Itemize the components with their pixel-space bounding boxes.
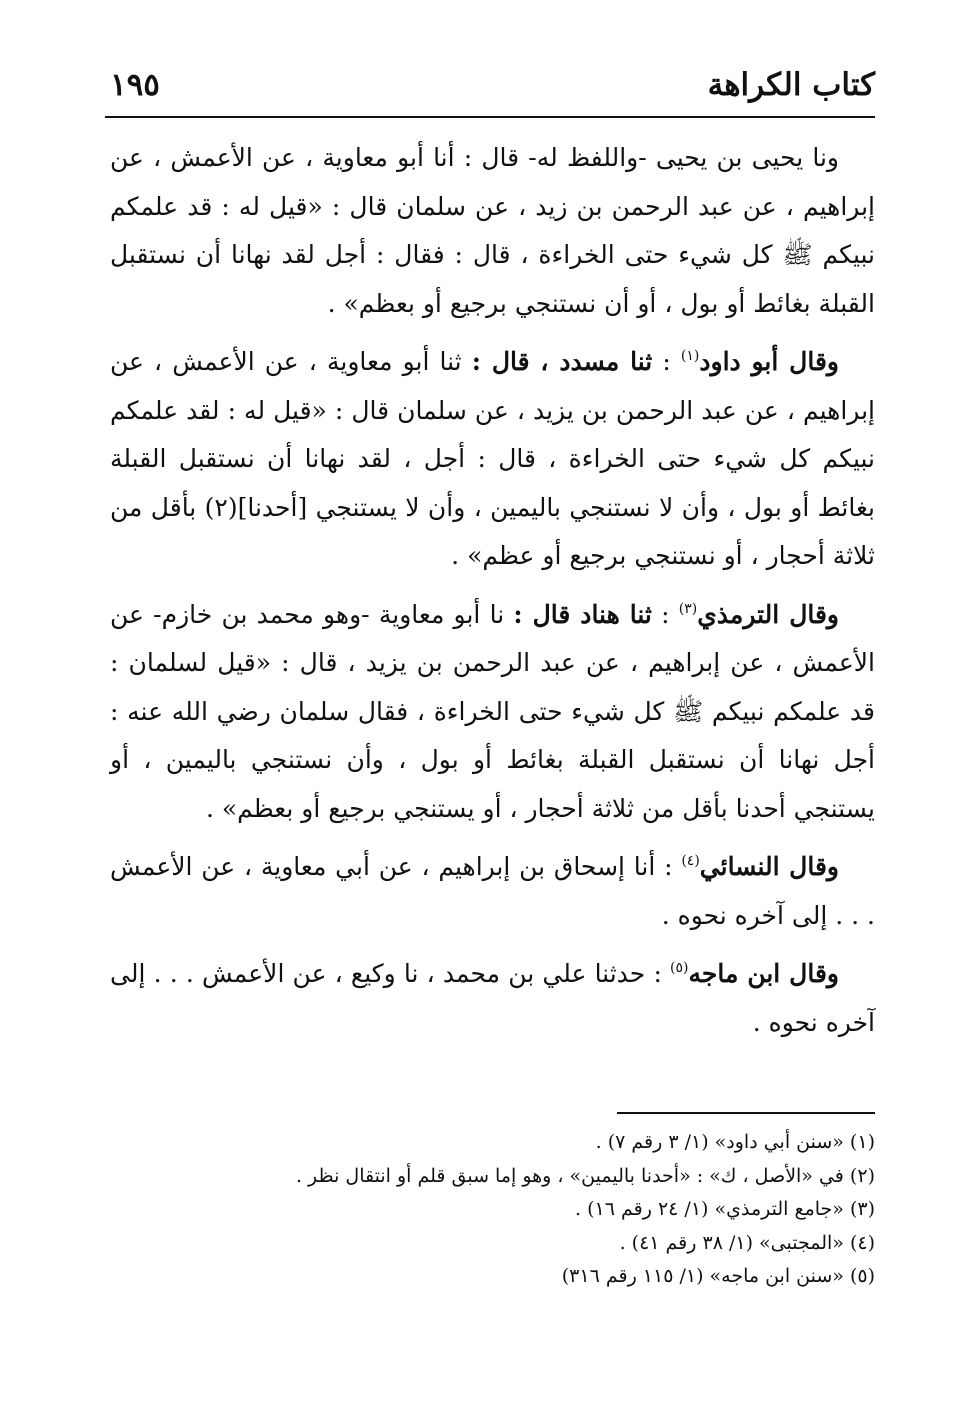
footnotes — [110, 1126, 875, 1294]
paragraph — [110, 338, 875, 581]
paragraph-text: نا أبو معاوية -وهو محمد بن خازم- عن الأعمش ، عن إبراهيم ، عن عبد الرحمن بن يزيد ، قال : «قيل لسلمان : قد علمكم نبيكم ﷺ كل شيء حتى الخراءة ، فقال سلمان رضي الله عنه : أجل نهانا أن نستقبل القبلة بغائط أو بول ، وأن نستنجي باليمين ، أو يستنجي أحدنا بأقل من ثلاثة أحجار ، أو يستنجي برجيع أو بعظم» . — [110, 599, 875, 823]
footnote: (٣) «جامع الترمذي» (١/ ٢٤ رقم ١٦) . — [575, 1198, 875, 1220]
footnote-ref: (٥) — [670, 960, 689, 976]
paragraph-text: حدثنا علي بن محمد ، نا وكيع ، عن الأعمش . . . إلى آخره نحوه . — [110, 959, 875, 1037]
separator: : — [652, 347, 681, 376]
footnote: (١) «سنن أبي داود» (١/ ٣ رقم ٧) . — [595, 1131, 875, 1153]
footnote-ref: (١) — [680, 348, 700, 364]
paragraph — [110, 134, 875, 328]
main-text — [110, 134, 875, 1057]
paragraph-bold-chain: ثنا هناد قال : — [513, 599, 652, 629]
footnote: (٢) في «الأصل ، ك» : «أحدنا باليمين» ، وهو إما سبق قلم أو انتقال نظر . — [295, 1164, 875, 1187]
footnote: (٥) «سنن ابن ماجه» (١/ ١١٥ رقم ٣١٦) — [561, 1265, 875, 1287]
separator: : — [645, 959, 671, 988]
footnote-ref: (٤) — [681, 853, 700, 869]
paragraph-text: أنا إسحاق بن إبراهيم ، عن أبي معاوية ، عن الأعمش . . . إلى آخره نحوه . — [110, 852, 875, 930]
paragraph — [110, 843, 875, 940]
header-divider — [105, 116, 875, 118]
paragraph-lead: وقال ابن ماجه — [688, 959, 839, 988]
paragraph — [110, 591, 875, 834]
paragraph — [110, 950, 875, 1047]
separator: : — [655, 852, 682, 881]
paragraph-bold-chain: ثنا مسدد ، قال : — [471, 347, 653, 376]
paragraph-text: ثنا أبو معاوية ، عن الأعمش ، عن إبراهيم ، عن عبد الرحمن بن يزيد ، عن سلمان قال : «قيل له : لقد علمكم نبيكم كل شيء حتى الخراءة ، قال : أجل ، لقد نهانا أن نستقبل القبلة بغائط أو بول ، وأن لا نستنجي باليمين ، وأن لا يستنجي [أحدنا](٢) بأقل من ثلاثة أحجار ، أو نستنجي برجيع أو عظم» . — [110, 347, 875, 570]
paragraph-lead: وقال الترمذي — [697, 599, 839, 629]
page-header — [110, 60, 875, 110]
footnote: (٤) «المجتبى» (١/ ٣٨ رقم ٤١) . — [619, 1231, 875, 1254]
footnote-ref: (٣) — [678, 600, 698, 617]
paragraph-lead: وقال النسائي — [699, 852, 839, 881]
chapter-title: كتاب الكراهة — [707, 67, 875, 103]
separator: : — [651, 599, 679, 629]
paragraph-lead: وقال أبو داود — [699, 347, 839, 376]
page-number: ١٩٥ — [110, 67, 160, 103]
footnote-divider — [617, 1112, 875, 1114]
paragraph-text: ونا يحيى بن يحيى -واللفظ له- قال : أنا أبو معاوية ، عن الأعمش ، عن إبراهيم ، عن عبد الرحمن بن زيد ، عن سلمان قال : «قيل له : قد علمكم نبيكم ﷺ كل شيء حتى الخراءة ، قال : فقال : أجل لقد نهانا أن نستقبل القبلة بغائط أو بول ، أو أن نستنجي برجيع أو بعظم» . — [110, 143, 875, 318]
